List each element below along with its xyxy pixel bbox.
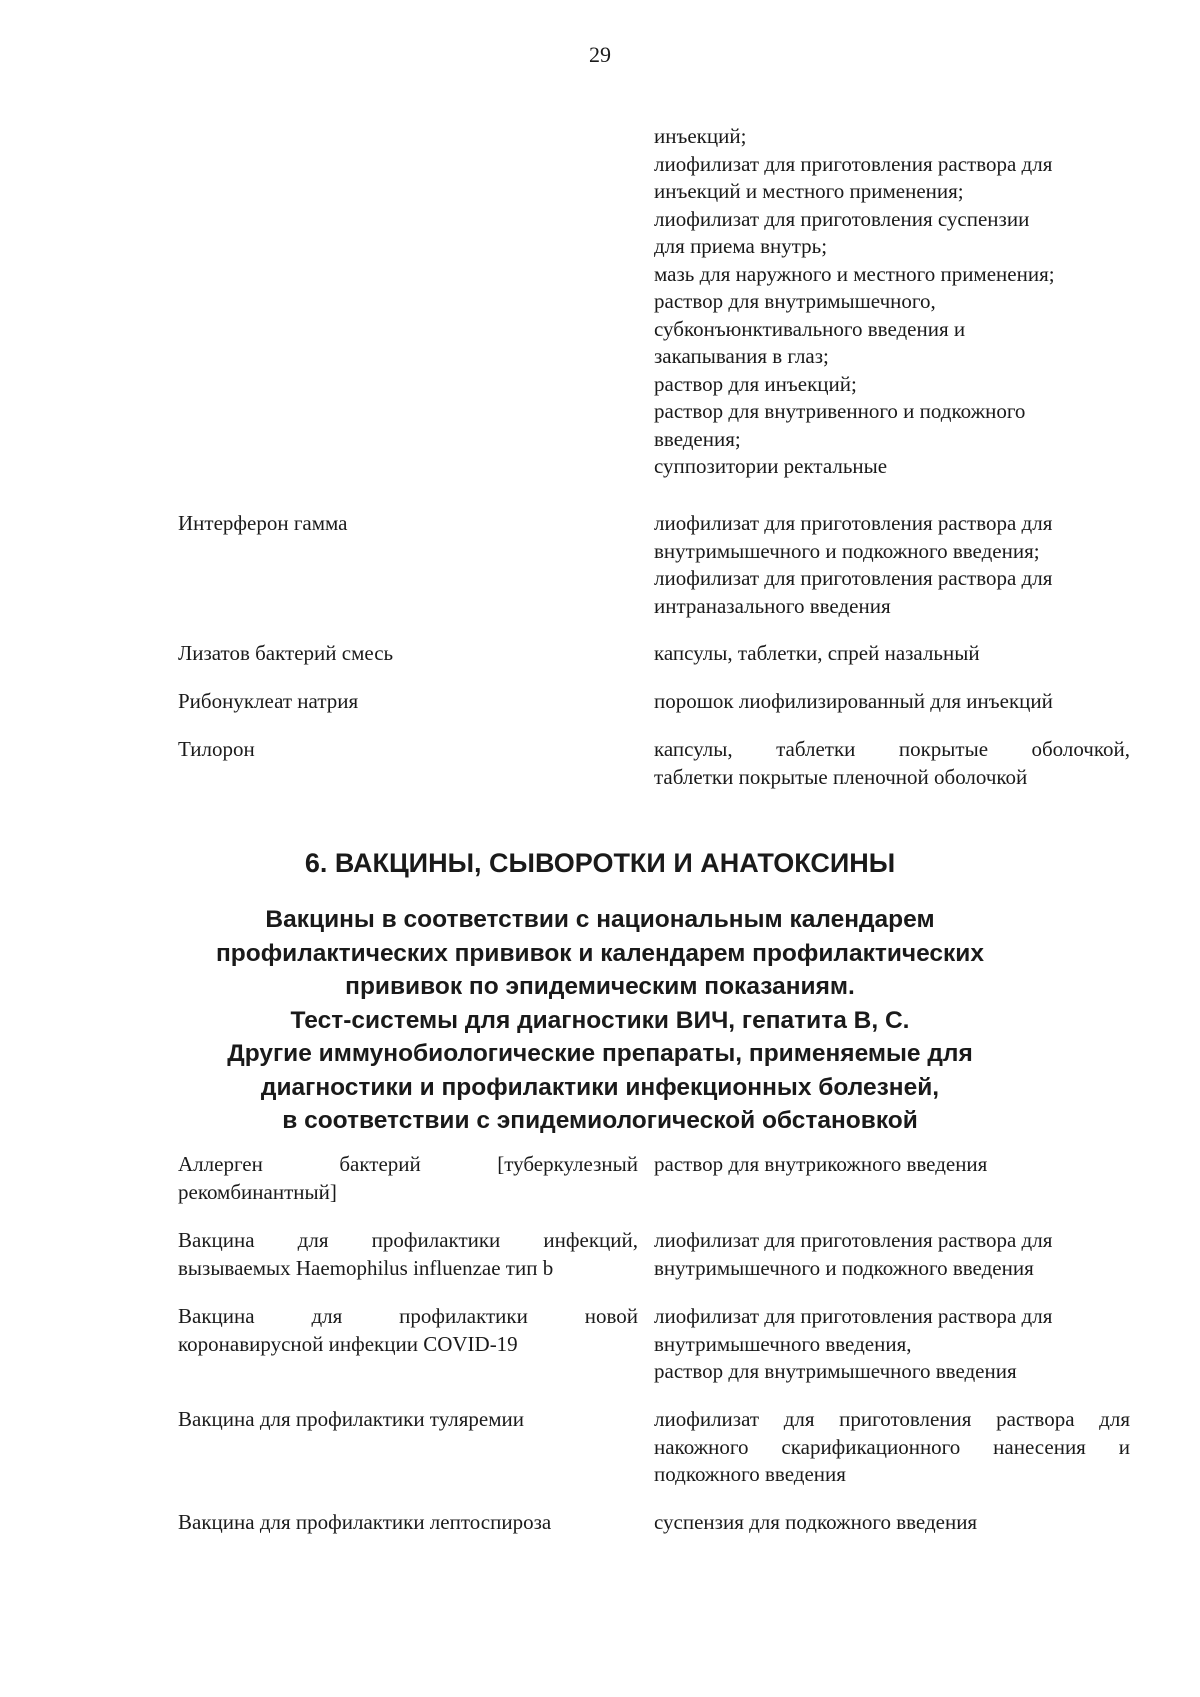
dosage-form-line: лиофилизат для приготовления раствора для (654, 1228, 1053, 1252)
dosage-form-line: лиофилизат для приготовления раствора для (654, 511, 1053, 535)
subtitle-line: Другие иммунобиологические препараты, применяемые для (227, 1040, 973, 1067)
dosage-form-line: инъекций и местного применения; (654, 179, 964, 203)
dosage-form-line: внутримышечного и подкожного введения (654, 1255, 1034, 1280)
dosage-form-line: инъекций; (654, 124, 747, 148)
dosage-form-line: капсулы, таблетки, спрей назальный (654, 641, 980, 665)
dosage-form-line: введения; (654, 426, 741, 451)
dosage-form-line: таблетки покрытые пленочной оболочкой (654, 764, 1028, 789)
drug-name (178, 1406, 638, 1434)
subtitle-line: прививок по эпидемическим показаниям. (345, 973, 855, 1000)
dosage-form-line: внутримышечного введения, (654, 1331, 912, 1356)
subtitle-line: в соответствии с эпидемиологической обстановкой (282, 1107, 918, 1134)
drug-name (178, 1151, 638, 1206)
dosage-form-line: лиофилизат для приготовления раствора для (654, 1407, 1130, 1431)
drug-name (178, 688, 638, 716)
dosage-form-line: внутримышечного и подкожного введения; (654, 538, 1040, 563)
dosage-forms (654, 688, 1130, 716)
dosage-forms (654, 640, 1130, 668)
drug-name-line: Тилорон (178, 737, 255, 761)
subtitle-line: диагностики и профилактики инфекционных болезней, (260, 1073, 940, 1101)
subtitle-line: профилактических прививок и календарем профилактических (215, 939, 984, 967)
dosage-forms (654, 1227, 1130, 1282)
dosage-form-line: закапывания в глаз; (654, 344, 829, 368)
drug-name-line: вызываемых Haemophilus influenzae тип b (178, 1255, 554, 1280)
dosage-form-line: раствор для внутрикожного введения (654, 1152, 988, 1176)
dosage-form-line: капсулы, таблетки покрытые оболочкой, (654, 737, 1130, 761)
drug-name-line: рекомбинантный] (178, 1179, 337, 1204)
section-title: 6. ВАКЦИНЫ, СЫВОРОТКИ И АНАТОКСИНЫ (304, 848, 896, 878)
drug-name-line: Аллерген бактерий [туберкулезный (178, 1152, 638, 1176)
continued-dosage-forms (654, 123, 1130, 481)
dosage-form-line: мазь для наружного и местного применения; (654, 261, 1055, 286)
drug-name-line: Интерферон гамма (178, 511, 348, 535)
dosage-forms (654, 1151, 1130, 1179)
dosage-forms (654, 510, 1130, 620)
drug-name-line: Лизатов бактерий смесь (178, 641, 394, 665)
subtitle-line: Вакцины в соответствии с национальным календарем (265, 906, 935, 933)
drug-name (178, 736, 638, 764)
dosage-form-line: лиофилизат для приготовления раствора для (654, 151, 1053, 176)
drug-name (178, 1227, 638, 1282)
dosage-form-line: субконъюнктивального введения и (654, 316, 966, 341)
drug-name-line: коронавирусной инфекции COVID-19 (178, 1331, 518, 1356)
dosage-form-line: порошок лиофилизированный для инъекций (654, 689, 1053, 713)
dosage-form-line: раствор для внутримышечного введения (654, 1359, 1017, 1383)
dosage-forms (654, 1406, 1130, 1489)
dosage-forms (654, 736, 1130, 791)
drug-name (178, 1509, 638, 1537)
dosage-forms (654, 1303, 1130, 1386)
dosage-form-line: лиофилизат для приготовления раствора для (654, 1304, 1053, 1328)
drug-name-line: Рибонуклеат натрия (178, 689, 359, 713)
dosage-form-line: раствор для инъекций; (654, 371, 857, 396)
dosage-form-line: суспензия для подкожного введения (654, 1510, 978, 1534)
subtitle-line: Тест-системы для диагностики ВИЧ, гепатита В, С. (290, 1006, 910, 1034)
dosage-form-line: лиофилизат для приготовления раствора для (654, 566, 1053, 590)
dosage-form-line: накожного скарификационного нанесения и (654, 1434, 1130, 1459)
drug-name-line: Вакцина для профилактики инфекций, (178, 1228, 638, 1252)
dosage-form-line: для приема внутрь; (654, 234, 828, 258)
drug-name-line: Вакцина для профилактики лептоспироза (178, 1510, 552, 1534)
dosage-form-line: интраназального введения (654, 593, 891, 618)
section-subtitle (0, 903, 1200, 1138)
drug-name (178, 510, 638, 538)
dosage-form-line: раствор для внутривенного и подкожного (654, 399, 1026, 423)
dosage-form-line: подкожного введения (654, 1462, 846, 1486)
dosage-form-line: раствор для внутримышечного, (654, 289, 936, 313)
drug-name-line: Вакцина для профилактики новой (178, 1304, 638, 1328)
drug-name (178, 1303, 638, 1358)
dosage-form-line: суппозитории ректальные (654, 454, 888, 478)
dosage-form-line: лиофилизат для приготовления суспензии (654, 206, 1030, 231)
drug-name-line: Вакцина для профилактики туляремии (178, 1407, 525, 1431)
dosage-forms (654, 1509, 1130, 1537)
drug-name (178, 640, 638, 668)
page-number: 29 (589, 42, 611, 67)
